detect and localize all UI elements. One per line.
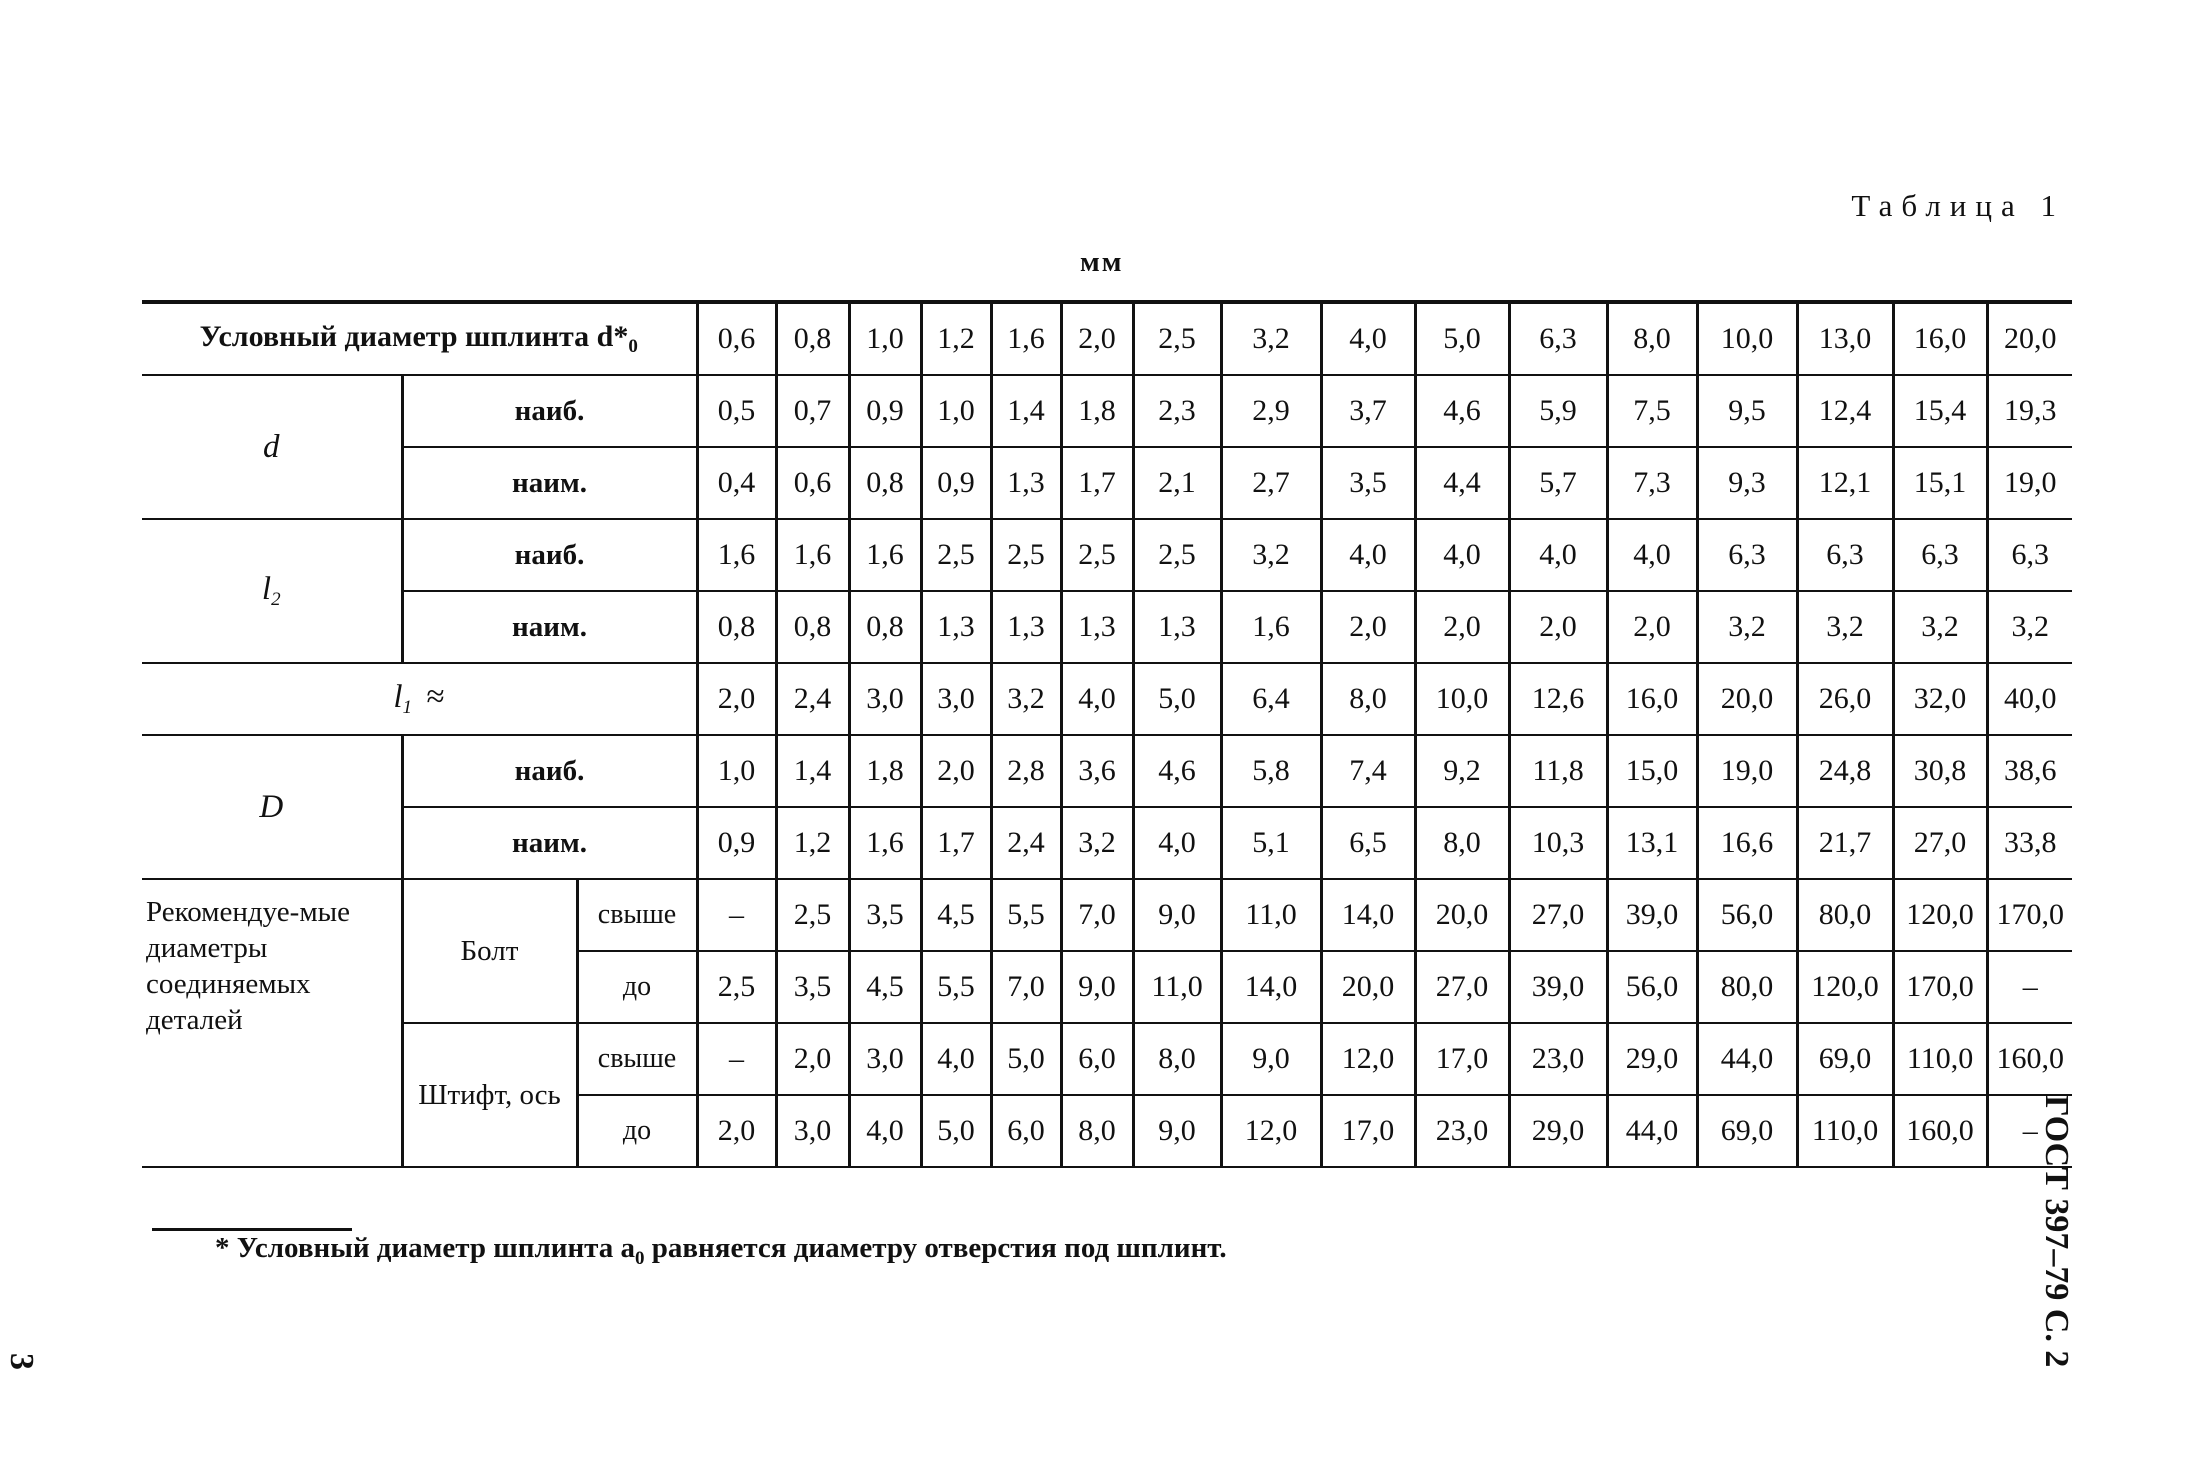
value-cell: 1,8 [849,735,921,807]
value-cell: 24,8 [1797,735,1893,807]
value-cell: 11,8 [1509,735,1607,807]
bolt-over-row [142,879,2072,951]
value-cell: 0,5 [697,375,776,447]
cotter-pin-dimensions-table [142,300,2072,1168]
value-cell: 3,6 [1061,735,1133,807]
value-cell: 8,0 [1061,1095,1133,1167]
value-cell: 6,3 [1509,302,1607,375]
value-cell: 4,0 [1509,519,1607,591]
value-cell: 17,0 [1321,1095,1415,1167]
over-label: свыше [577,879,697,951]
value-cell: 3,2 [1061,807,1133,879]
value-cell: 4,5 [921,879,991,951]
value-cell: 1,0 [697,735,776,807]
value-cell: 5,5 [921,951,991,1023]
value-cell: 19,0 [1697,735,1797,807]
value-cell: 38,6 [1987,735,2072,807]
value-cell: 1,6 [991,302,1061,375]
value-cell: 4,0 [1321,519,1415,591]
upto-label: до [577,1095,697,1167]
value-cell: 9,0 [1133,1095,1221,1167]
value-cell: 6,4 [1221,663,1321,735]
d-row-symbol: d [142,375,402,519]
value-cell: 2,9 [1221,375,1321,447]
value-cell: 0,8 [849,447,921,519]
value-cell: 12,0 [1221,1095,1321,1167]
value-cell: 16,0 [1607,663,1697,735]
value-cell: 4,0 [921,1023,991,1095]
d-row-min [142,447,2072,519]
value-cell: 2,0 [1061,302,1133,375]
value-cell: 40,0 [1987,663,2072,735]
max-label: наиб. [402,519,697,591]
symbol-subscript: 0 [628,336,638,357]
value-cell: 56,0 [1697,879,1797,951]
value-cell: 120,0 [1893,879,1987,951]
value-cell: 1,6 [849,519,921,591]
value-cell: 20,0 [1415,879,1509,951]
value-cell: 6,3 [1987,519,2072,591]
l2-row-max [142,519,2072,591]
value-cell: 4,0 [849,1095,921,1167]
value-cell: 80,0 [1697,951,1797,1023]
value-cell: 0,6 [697,302,776,375]
value-cell: 1,8 [1061,375,1133,447]
value-cell: 1,0 [849,302,921,375]
value-cell: 29,0 [1607,1023,1697,1095]
value-cell: 11,0 [1221,879,1321,951]
value-cell: 10,3 [1509,807,1607,879]
value-cell: 0,9 [921,447,991,519]
value-cell: 15,1 [1893,447,1987,519]
value-cell: 14,0 [1321,879,1415,951]
value-cell: 4,0 [1607,519,1697,591]
value-cell: 15,4 [1893,375,1987,447]
max-label: наиб. [402,375,697,447]
value-cell: 160,0 [1893,1095,1987,1167]
value-cell: 2,4 [991,807,1061,879]
value-cell: 4,0 [1321,302,1415,375]
value-cell: 0,6 [776,447,849,519]
value-cell: 44,0 [1607,1095,1697,1167]
d-row-max [142,375,2072,447]
value-cell: 4,0 [1133,807,1221,879]
value-cell: 39,0 [1607,879,1697,951]
D-row-min [142,807,2072,879]
value-cell: 44,0 [1697,1023,1797,1095]
value-cell: 19,0 [1987,447,2072,519]
value-cell: 2,5 [1133,302,1221,375]
value-cell: 5,9 [1509,375,1607,447]
value-cell: 33,8 [1987,807,2072,879]
value-cell: 12,0 [1321,1023,1415,1095]
value-cell: 27,0 [1509,879,1607,951]
value-cell: 10,0 [1415,663,1509,735]
value-cell: 2,0 [1509,591,1607,663]
value-cell: 11,0 [1133,951,1221,1023]
value-cell: 2,0 [921,735,991,807]
value-cell: 9,2 [1415,735,1509,807]
value-cell: 9,0 [1221,1023,1321,1095]
value-cell: 7,5 [1607,375,1697,447]
value-cell: 23,0 [1415,1095,1509,1167]
value-cell: 7,4 [1321,735,1415,807]
value-cell: 23,0 [1509,1023,1607,1095]
value-cell: 6,3 [1797,519,1893,591]
value-cell: 3,0 [849,1023,921,1095]
value-cell: 7,0 [1061,879,1133,951]
table-caption: Таблица 1 [1851,188,2065,223]
value-cell: 6,0 [1061,1023,1133,1095]
value-cell: 2,0 [1415,591,1509,663]
pin-label: Штифт, ось [402,1023,577,1167]
value-cell: 15,0 [1607,735,1697,807]
l2-row-min [142,591,2072,663]
value-cell: 69,0 [1797,1023,1893,1095]
value-cell: 13,0 [1797,302,1893,375]
value-cell: 3,2 [1797,591,1893,663]
value-cell: 2,5 [776,879,849,951]
value-cell: 4,4 [1415,447,1509,519]
value-cell: 9,5 [1697,375,1797,447]
symbol-text: l [261,571,272,607]
value-cell: 8,0 [1415,807,1509,879]
value-cell: 1,6 [1221,591,1321,663]
value-cell: 2,5 [991,519,1061,591]
value-cell: 10,0 [1697,302,1797,375]
value-cell: 9,0 [1061,951,1133,1023]
value-cell: 0,9 [697,807,776,879]
value-cell: 3,5 [849,879,921,951]
value-cell: – [697,879,776,951]
value-cell: 3,0 [921,663,991,735]
value-cell: 20,0 [1987,302,2072,375]
value-cell: 4,0 [1061,663,1133,735]
page-number: 3 [3,1353,40,1370]
value-cell: 1,6 [776,519,849,591]
max-label: наиб. [402,735,697,807]
symbol-text: Условный диаметр шплинта d* [199,320,629,353]
value-cell: 4,6 [1133,735,1221,807]
value-cell: 16,6 [1697,807,1797,879]
value-cell: 2,0 [776,1023,849,1095]
value-cell: 20,0 [1321,951,1415,1023]
symbol-text: l [393,679,403,715]
header-label [142,302,697,375]
value-cell: 1,7 [1061,447,1133,519]
value-cell: 1,3 [991,591,1061,663]
value-cell: 4,0 [1415,519,1509,591]
value-cell: 1,0 [921,375,991,447]
value-cell: 2,5 [1061,519,1133,591]
value-cell: – [1987,1095,2072,1167]
value-cell: 3,2 [1221,519,1321,591]
value-cell: 0,7 [776,375,849,447]
value-cell: 160,0 [1987,1023,2072,1095]
value-cell: 1,6 [697,519,776,591]
value-cell: 5,0 [991,1023,1061,1095]
value-cell: 110,0 [1797,1095,1893,1167]
value-cell: 17,0 [1415,1023,1509,1095]
value-cell: 0,8 [776,591,849,663]
value-cell: 3,0 [776,1095,849,1167]
header-row [142,302,2072,375]
value-cell: 3,7 [1321,375,1415,447]
value-cell: 2,8 [991,735,1061,807]
l1-symbol [142,663,697,735]
value-cell: 26,0 [1797,663,1893,735]
value-cell: 5,1 [1221,807,1321,879]
value-cell: 27,0 [1415,951,1509,1023]
value-cell: 1,2 [776,807,849,879]
value-cell: 6,3 [1697,519,1797,591]
symbol-subscript: 1 [402,697,413,718]
value-cell: 29,0 [1509,1095,1607,1167]
value-cell: 3,2 [1987,591,2072,663]
value-cell: 0,8 [776,302,849,375]
value-cell: 6,5 [1321,807,1415,879]
value-cell: 170,0 [1987,879,2072,951]
value-cell: 14,0 [1221,951,1321,1023]
value-cell: 2,0 [697,1095,776,1167]
value-cell: 4,6 [1415,375,1509,447]
value-cell: 7,0 [991,951,1061,1023]
D-row-max [142,735,2072,807]
value-cell: 2,5 [921,519,991,591]
value-cell: 5,7 [1509,447,1607,519]
value-cell: 170,0 [1893,951,1987,1023]
value-cell: 12,6 [1509,663,1607,735]
value-cell: 2,0 [1321,591,1415,663]
value-cell: 27,0 [1893,807,1987,879]
value-cell: 1,4 [991,375,1061,447]
value-cell: 0,4 [697,447,776,519]
footnote [215,1232,1227,1270]
value-cell: 3,2 [1697,591,1797,663]
value-cell: 9,3 [1697,447,1797,519]
recommended-label: Рекомендуе-мые диаметры соединяемых деталей [142,879,402,1167]
value-cell: 2,7 [1221,447,1321,519]
value-cell: 9,0 [1133,879,1221,951]
value-cell: 2,5 [1133,519,1221,591]
value-cell: 13,1 [1607,807,1697,879]
value-cell: 8,0 [1607,302,1697,375]
bolt-label: Болт [402,879,577,1023]
value-cell: 8,0 [1133,1023,1221,1095]
value-cell: 80,0 [1797,879,1893,951]
value-cell: – [697,1023,776,1095]
value-cell: 6,0 [991,1095,1061,1167]
footnote-rule [152,1228,352,1231]
value-cell: 2,0 [1607,591,1697,663]
value-cell: 3,5 [1321,447,1415,519]
value-cell: 1,2 [921,302,991,375]
value-cell: 120,0 [1797,951,1893,1023]
min-label: наим. [402,591,697,663]
D-symbol: D [142,735,402,879]
value-cell: 3,5 [776,951,849,1023]
over-label: свыше [577,1023,697,1095]
symbol-subscript: 2 [271,589,281,610]
value-cell: 5,0 [1133,663,1221,735]
value-cell: 2,5 [697,951,776,1023]
spec-table-wrapper [142,300,2072,1168]
value-cell: 30,8 [1893,735,1987,807]
pin-over-row [142,1023,2072,1095]
value-cell: 3,0 [849,663,921,735]
value-cell: 21,7 [1797,807,1893,879]
value-cell: 5,5 [991,879,1061,951]
value-cell: 5,0 [1415,302,1509,375]
value-cell: 19,3 [1987,375,2072,447]
value-cell: 1,3 [1133,591,1221,663]
value-cell: 12,4 [1797,375,1893,447]
value-cell: 4,5 [849,951,921,1023]
value-cell: 32,0 [1893,663,1987,735]
value-cell: 2,0 [697,663,776,735]
value-cell: 2,1 [1133,447,1221,519]
value-cell: 7,3 [1607,447,1697,519]
upto-label: до [577,951,697,1023]
min-label: наим. [402,447,697,519]
value-cell: 3,2 [991,663,1061,735]
unit-label: мм [1080,246,1124,278]
value-cell: – [1987,951,2072,1023]
value-cell: 2,3 [1133,375,1221,447]
value-cell: 110,0 [1893,1023,1987,1095]
value-cell: 56,0 [1607,951,1697,1023]
standard-code: ГОСТ 397–79 С. 2 [2038,1095,2075,1368]
footnote-sub: 0 [635,1247,645,1269]
value-cell: 1,7 [921,807,991,879]
value-cell: 16,0 [1893,302,1987,375]
value-cell: 0,9 [849,375,921,447]
value-cell: 12,1 [1797,447,1893,519]
value-cell: 20,0 [1697,663,1797,735]
value-cell: 1,3 [921,591,991,663]
value-cell: 3,2 [1221,302,1321,375]
value-cell: 1,6 [849,807,921,879]
value-cell: 39,0 [1509,951,1607,1023]
value-cell: 1,3 [1061,591,1133,663]
l1-row [142,663,2072,735]
value-cell: 8,0 [1321,663,1415,735]
value-cell: 0,8 [849,591,921,663]
value-cell: 5,0 [921,1095,991,1167]
min-label: наим. [402,807,697,879]
value-cell: 2,4 [776,663,849,735]
value-cell: 1,4 [776,735,849,807]
value-cell: 6,3 [1893,519,1987,591]
value-cell: 1,3 [991,447,1061,519]
value-cell: 3,2 [1893,591,1987,663]
value-cell: 0,8 [697,591,776,663]
approx-sign: ≈ [426,679,445,715]
value-cell: 5,8 [1221,735,1321,807]
value-cell: 69,0 [1697,1095,1797,1167]
l2-row-symbol [142,519,402,663]
footnote-text: * Условный диаметр шплинта a [215,1232,636,1264]
footnote-text-end: равняется диаметру отверстия под шплинт. [644,1232,1227,1264]
